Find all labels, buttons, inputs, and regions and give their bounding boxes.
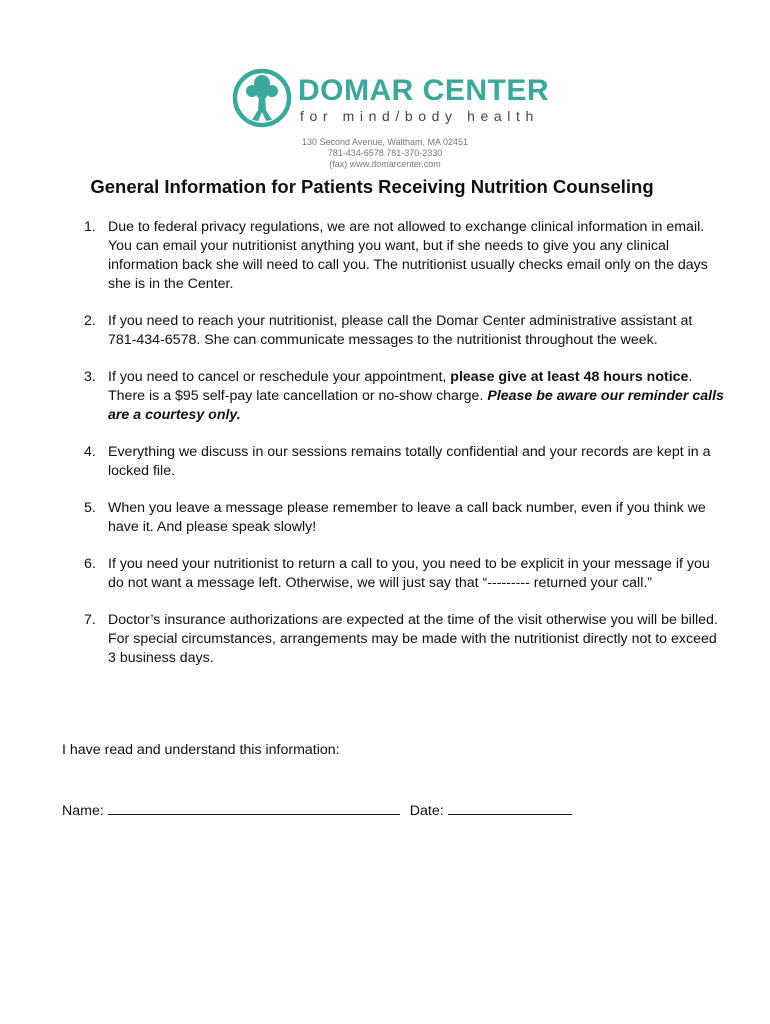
item-text: Due to federal privacy regulations, we are not allowed to exchange clinical information in email. You can email your nutritionist anything you want, but if she needs to give you any clinical information back she will need to call you. The nutritionist usually checks email only on the days she is in the Center. — [108, 219, 708, 292]
name-label: Name: — [62, 803, 104, 819]
item-number: 7. — [84, 612, 96, 628]
acknowledgement-text: I have read and understand this information: — [62, 742, 340, 758]
address-block — [0, 137, 770, 170]
name-field[interactable] — [108, 800, 400, 815]
date-label: Date: — [409, 803, 444, 819]
brand-name: DOMAR CENTER — [298, 74, 549, 107]
item-text-part: If you need to cancel or reschedule your appointment, — [108, 369, 451, 385]
item-text-part: . There is a $95 self-pay late cancellation or no-show charge. — [108, 369, 693, 404]
item-text: If you need to reach your nutritionist, please call the Domar Center administrative assistant at 781-434-6578. She can communicate messages to the nutritionist throughout the week. — [108, 313, 693, 348]
signature-row — [62, 800, 572, 819]
list-item — [84, 611, 724, 668]
list-item — [84, 312, 724, 350]
date-field[interactable] — [448, 800, 572, 815]
phone-line: 781-434-6578 781-370-2330 — [327, 148, 443, 158]
item-text — [108, 368, 724, 425]
item-number: 1. — [84, 219, 96, 235]
address-line: 130 Second Avenue, Waltham, MA 02451 — [301, 137, 469, 147]
page-title: General Information for Patients Receiving Nutrition Counseling — [90, 176, 654, 197]
list-item — [84, 218, 724, 294]
info-list — [84, 218, 724, 686]
domar-center-logo — [232, 66, 549, 130]
list-item — [84, 555, 724, 593]
item-number: 4. — [84, 444, 96, 460]
tree-figure-icon — [232, 66, 294, 130]
item-number: 6. — [84, 556, 96, 572]
item-number: 2. — [84, 313, 96, 329]
list-item — [84, 443, 724, 481]
item-number: 3. — [84, 369, 96, 385]
brand-tagline: for mind/body health — [300, 108, 539, 124]
bold-italic-emphasis: Please be aware our reminder calls are a courtesy only. — [108, 388, 724, 423]
item-text: Doctor’s insurance authorizations are expected at the time of the visit otherwise you will be billed. For special circumstances, arrangements may be made with the nutritionist directly not to exceed 3 business days. — [108, 612, 718, 666]
item-number: 5. — [84, 500, 96, 516]
item-text: When you leave a message please remember to leave a call back number, even if you think we have it. And please speak slowly! — [108, 500, 706, 535]
list-item — [84, 499, 724, 537]
bold-emphasis: please give at least 48 hours notice — [450, 369, 689, 385]
list-item — [84, 368, 724, 425]
item-text: If you need your nutritionist to return a call to you, you need to be explicit in your message if you do not want a message left. Otherwise, we will just say that “--------- returned your call.” — [108, 556, 710, 591]
item-text: Everything we discuss in our sessions remains totally confidential and your records are kept in a locked file. — [108, 444, 711, 479]
fax-web-line: (fax) www.domarcenter.com — [329, 159, 441, 169]
